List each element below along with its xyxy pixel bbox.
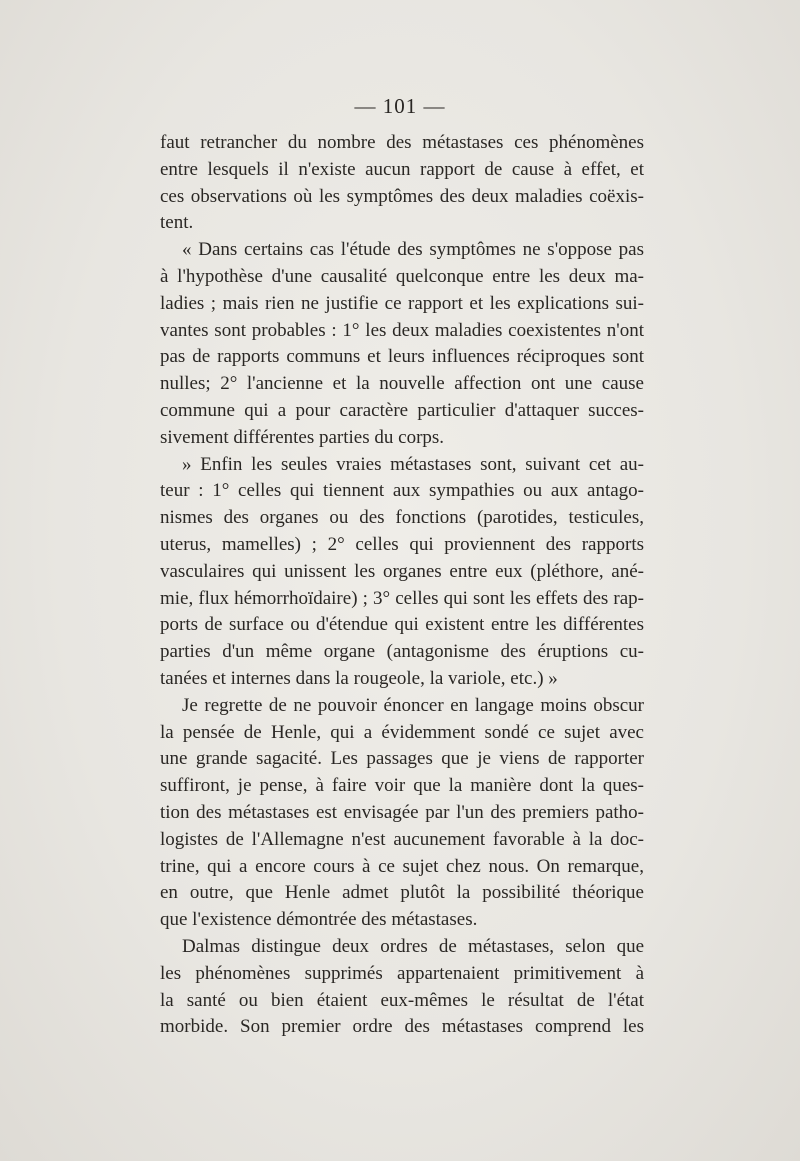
text-line: » Enfin les seules vraies métastases sont, suivant cet au- [182, 453, 644, 475]
text-line: nismes des organes ou des fonctions (parotides, testicules, [160, 507, 644, 529]
text-line: parties d'un même organe (antagonisme des éruptions cu- [160, 641, 644, 663]
text-line: les phénomènes supprimés appartenaient primitivement à [160, 962, 644, 984]
text-line: ces observations où les symptômes des deux maladies coëxis- [160, 185, 644, 207]
text-line: nulles; 2° l'ancienne et la nouvelle affection ont une cause [160, 373, 644, 395]
body-text [160, 130, 644, 1041]
text-line: tion des métastases est envisagée par l'un des premiers patho- [160, 801, 644, 823]
text-line: tanées et internes dans la rougeole, la variole, etc.) » [160, 667, 558, 689]
text-line: une grande sagacité. Les passages que je viens de rapporter [160, 748, 644, 770]
text-line: vasculaires qui unissent les organes entre eux (pléthore, ané- [160, 560, 644, 582]
text-line: morbide. Son premier ordre des métastases comprend les [160, 1016, 644, 1038]
text-line: pas de rapports communs et leurs influences réciproques sont [160, 346, 644, 368]
text-line: entre lesquels il n'existe aucun rapport de cause à effet, et [160, 158, 644, 180]
text-line: que l'existence démontrée des métastases. [160, 909, 478, 931]
text-line: teur : 1° celles qui tiennent aux sympathies ou aux antago- [160, 480, 644, 502]
text-line: la pensée de Henle, qui a évidemment sondé ce sujet avec [160, 721, 644, 743]
text-line: la santé ou bien étaient eux-mêmes le résultat de l'état [160, 989, 644, 1011]
text-line: à l'hypothèse d'une causalité quelconque entre les deux ma- [160, 265, 644, 287]
text-line: ports de surface ou d'étendue qui existent entre les différentes [160, 614, 644, 636]
text-line: « Dans certains cas l'étude des symptômes ne s'oppose pas [182, 239, 644, 261]
text-line: uterus, mamelles) ; 2° celles qui proviennent des rapports [160, 533, 644, 555]
text-line: vantes sont probables : 1° les deux maladies coexistentes n'ont [160, 319, 644, 341]
page-number: — 101 — [354, 94, 446, 118]
text-line: faut retrancher du nombre des métastases ces phénomènes [160, 132, 644, 153]
text-line: Dalmas distingue deux ordres de métastases, selon que [182, 935, 644, 957]
text-line: ladies ; mais rien ne justifie ce rapport et les explications sui- [160, 292, 644, 314]
text-line: trine, qui a encore cours à ce sujet chez nous. On remarque, [160, 855, 644, 877]
text-line: sivement différentes parties du corps. [160, 426, 445, 448]
text-line: commune qui a pour caractère particulier d'attaquer succes- [160, 399, 644, 421]
text-line: tent. [160, 212, 194, 234]
text-line: suffiront, je pense, à faire voir que la manière dont la ques- [160, 775, 644, 797]
text-line: mie, flux hémorrhoïdaire) ; 3° celles qui sont les effets des rap- [160, 587, 644, 609]
text-line: Je regrette de ne pouvoir énoncer en langage moins obscur [182, 694, 644, 716]
text-line: en outre, que Henle admet plutôt la possibilité théorique [160, 882, 644, 904]
text-line: logistes de l'Allemagne n'est aucunement favorable à la doc- [160, 828, 644, 850]
